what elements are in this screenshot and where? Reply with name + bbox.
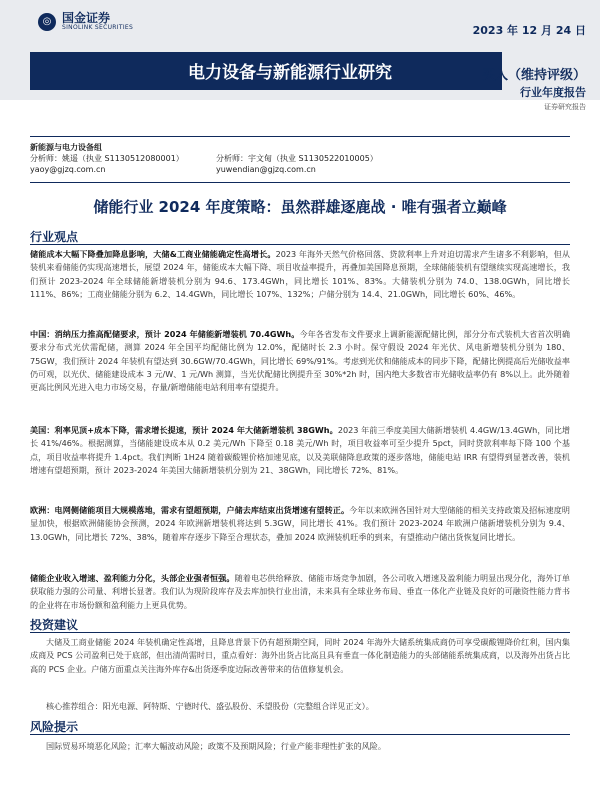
paragraph-companies: [30, 572, 570, 612]
logo-cn: 国金证券: [62, 11, 111, 25]
paragraph-china-text: 今年各省发布文件要求上调新能源配储比例，部分分布式装机大省首次明确要求分布式光伏需配储，测算 2024 年全国平均配储比例为 12.0%，配储时长 2.3 小时。保守假设 2024 年光伏、风电新增装机分别为 180、75GW，我们预计 2024 年装机有望达到 30.6GW/70.4GWh，同比增长 69%/91%。考虑到光伏和储能成本的同步下降，配储比例提高后光储收益率仍可观，以光伏、储能建设成本 3 元/W、1 元/Wh 测算，当光伏配储比例提升至 30%*2h 时，国内绝大多数省市光储收益率仍有 8%以上。此外随着更高比例风光进入电力市场交易，存量/新增储能电站利用率有望提升。: [30, 329, 570, 393]
main-title: 储能行业 2024 年度策略：虽然群雄逐鹿战 · 唯有强者立巅峰: [93, 198, 507, 216]
paragraph-europe-text: 今年以来欧洲各国针对大型储能的相关支持政策及招标速度明显加快，根据欧洲储能协会预测，2024 年欧洲新增装机将达到 5.3GW，同比增长 41%。我们预计 2023-2024 年欧洲户储新增装机分别为 9.4、13.0GWh，同比增长 72%、38%，随着库存逐步下降至合理状态，叠加 2024 欧洲装机旺季的到来，有望推动户储出货恢复同比增长。: [30, 505, 570, 542]
paragraph-companies-text: 随着电芯供给释放、储能市场竞争加剧，各公司收入增速及盈利能力明显出现分化，海外订单获取能力强的公司量、利增长显著。我们认为现阶段库存及去库加快行业出清，未来具有全球业务布局、垂直一体化产业链及良好的可融资性能力背书的企业将在市场份额和盈利能力上更具优势。: [30, 573, 570, 610]
section-advice-heading: 投资建议: [30, 618, 79, 632]
paragraph-europe: [30, 504, 570, 544]
paragraph-risk: 国际贸易环境恶化风险；汇率大幅波动风险；政策不及预期风险；行业产能非理性扩张的风险。: [46, 741, 386, 751]
paragraph-global-text: 2023 年海外天然气价格回落、贷款利率上升对迫切需求产生诸多不利影响，但从装机来看储能仍实现高速增长，展望 2024 年，储能成本大幅下降、项目收益率提升，再叠加美国降息预期，全球储能装机有望继续实现高速增长，我们预计 2023-2024 年全球储能新增装机分别为 94.6、173.4GWh，同比增长 101%、83%。大储装机分别为 74.0、138.0GWh，同比增长 111%、86%；工商业储能分别为 6.2、14.4GWh，同比增长 107%、132%；户储分别为 14.4、21.0GWh，同比增长 60%、46%。: [30, 249, 570, 299]
section-advice-rule: [30, 632, 570, 633]
analyst-2-email[interactable]: yuwendian@gjzq.com.cn: [216, 165, 316, 174]
paragraph-china-lead: 中国：消纳压力推高配储要求，预计 2024 年储能新增装机 70.4GWh。: [30, 329, 300, 339]
analyst-sector: 新能源与电力设备组: [30, 143, 102, 152]
analyst-rule-top: [30, 136, 570, 137]
paragraph-usa: [30, 424, 570, 477]
paragraph-usa-lead: 美国：利率见顶+成本下降，需求增长提速，预计 2024 年大储新增装机 38GWh。: [30, 425, 338, 435]
report-subtype: 证券研究报告: [544, 103, 586, 111]
report-date: 2023 年 12 月 24 日: [472, 24, 586, 37]
section-risk-rule: [30, 734, 570, 735]
rating: 买入（维持评级）: [481, 68, 586, 83]
paragraph-europe-lead: 欧洲：电网侧储能项目大规模落地，需求有望超预期，户储去库结束出货增速有望转正。: [30, 505, 350, 515]
report-type: 行业年度报告: [520, 86, 586, 99]
paragraph-companies-lead: 储能企业收入增速、盈利能力分化，头部企业强者恒强。: [30, 573, 235, 583]
logo: [38, 12, 133, 31]
section-view-rule: [30, 244, 570, 245]
paragraph-recommend: 核心推荐组合：阳光电源、阿特斯、宁德时代、盛弘股份、禾望股份（完整组合详见正文）。: [46, 701, 374, 711]
analyst-1: 分析师：姚遥（执业 S1130512080001）: [30, 154, 184, 163]
paragraph-advice: 大储及工商业储能 2024 年装机确定性高增，且降息背景下仍有超预期空间，同时 2024 年海外大储系统集成商仍可享受碳酸锂降价红利，国内集成商及 PCS 公司盈利已处于底部，但出清尚需时日，重点看好：海外出货占比高且具有垂直一体化制造能力的头部储能系统集成商，以及海外出货占比高的 PCS 企业。户储方面重点关注海外库存&出货逐季度边际改善带来的估值修复机会。: [30, 637, 570, 674]
section-view-heading: 行业观点: [30, 230, 79, 244]
report-title: 电力设备与新能源行业研究: [188, 63, 392, 83]
analyst-block: [30, 142, 378, 175]
paragraph-global: [30, 248, 570, 301]
analyst-1-email[interactable]: yaoy@gjzq.com.cn: [30, 165, 106, 174]
paragraph-china: [30, 328, 570, 394]
analyst-rule-bottom: [30, 182, 570, 183]
logo-icon: ◎: [38, 13, 56, 31]
paragraph-global-lead: 储能成本大幅下降叠加降息影响，大储&工商业储能确定性高增长。: [30, 249, 276, 259]
paragraph-usa-text: 2023 年前三季度美国大储新增装机 4.4GW/13.4GWh，同比增长 41%/46%。根据测算，当储能建设成本从 0.2 美元/Wh 下降至 0.18 美元/Wh 时，项目收益率可至少提升 5pct，同时贷款利率每下降 100 个基点，项目收益率将提升 1.4pct。我们判断 1H24 随着碳酸锂价格加速见底，以及美联储降息政策的逐步落地，储能电站 IRR 有望得到显著改善，装机增速有望超预期，预计 2023-2024 年美国大储新增装机分别为 21、38GWh，同比增长 72%、81%。: [30, 425, 570, 475]
analyst-2: 分析师：宇文甸（执业 S1130522010005）: [216, 154, 378, 163]
section-risk-heading: 风险提示: [30, 720, 79, 734]
logo-en: SINOLINK SECURITIES: [62, 24, 134, 31]
